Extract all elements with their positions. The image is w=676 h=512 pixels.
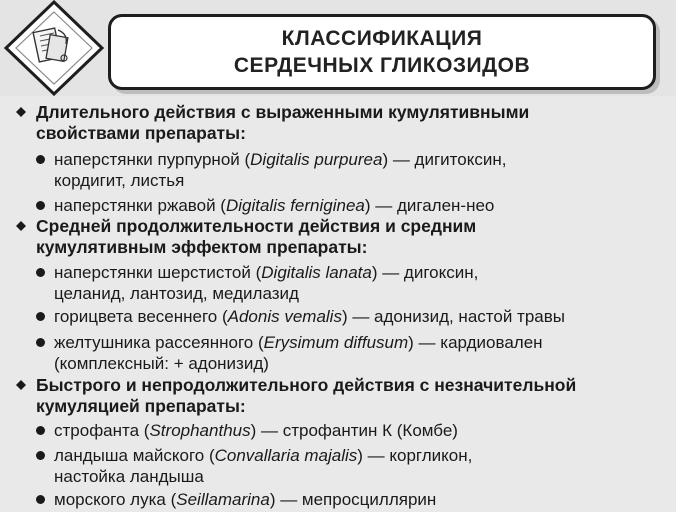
bullet-dot-icon	[36, 338, 45, 347]
item-line-1: наперстянки ржавой (Digitalis ferniginea) — дигален-нео	[54, 196, 495, 215]
item-line-2: кордигит, листья	[54, 171, 185, 190]
bullet-dot-icon	[36, 268, 45, 277]
item-text	[54, 445, 666, 487]
diamond-bullet-icon	[16, 107, 26, 117]
item-text	[54, 262, 666, 304]
section-title	[36, 375, 666, 417]
item-line-1: морского лука (Seillamarina) — мепросциллярин	[54, 490, 437, 509]
page-title-line-2: СЕРДЕЧНЫХ ГЛИКОЗИДОВ	[233, 54, 531, 77]
section-title-line-1: Быстрого и непродолжительного действия с незначительной	[36, 375, 577, 395]
item-text	[54, 195, 666, 216]
bullet-dot-icon	[36, 426, 45, 435]
title-box	[108, 14, 656, 90]
item-text	[54, 332, 666, 374]
page-title-line-1: КЛАССИФИКАЦИЯ	[281, 27, 483, 50]
item-line-2: (комплексный: + адонизид)	[54, 354, 269, 373]
document-emblem-icon	[2, 0, 106, 96]
item-text	[54, 306, 666, 327]
item-line-1: горицвета весеннего (Adonis vemalis) — адонизид, настой травы	[54, 307, 565, 326]
diamond-bullet-icon	[16, 221, 26, 231]
bullet-dot-icon	[36, 155, 45, 164]
diamond-bullet-icon	[16, 380, 26, 390]
item-line-1: наперстянки пурпурной (Digitalis purpurea) — дигитоксин,	[54, 150, 507, 169]
classification-list	[0, 96, 676, 512]
section-title-line-2: кумулятивным эффектом препараты:	[36, 237, 368, 257]
item-text	[54, 489, 666, 510]
bullet-dot-icon	[36, 451, 45, 460]
section-title	[36, 216, 666, 258]
section-title	[36, 102, 666, 144]
section-title-line-2: кумуляцией препараты:	[36, 396, 246, 416]
bullet-dot-icon	[36, 201, 45, 210]
item-line-1: ландыша майского (Convallaria majalis) — коргликон,	[54, 446, 473, 465]
item-text	[54, 149, 666, 191]
item-line-2: целанид, лантозид, медилазид	[54, 284, 299, 303]
bullet-dot-icon	[36, 495, 45, 504]
item-line-1: строфанта (Strophanthus) — строфантин К (Комбе)	[54, 421, 458, 440]
section-title-line-2: свойствами препараты:	[36, 123, 246, 143]
item-line-1: желтушника рассеянного (Erysimum diffusum) — кардиовален	[54, 333, 543, 352]
item-text	[54, 420, 666, 441]
item-line-1: наперстянки шерстистой (Digitalis lanata) — дигоксин,	[54, 263, 479, 282]
item-line-2: настойка ландыша	[54, 467, 204, 486]
section-title-line-1: Средней продолжительности действия и средним	[36, 216, 477, 236]
bullet-dot-icon	[36, 312, 45, 321]
section-title-line-1: Длительного действия с выраженными кумулятивными	[36, 102, 530, 122]
